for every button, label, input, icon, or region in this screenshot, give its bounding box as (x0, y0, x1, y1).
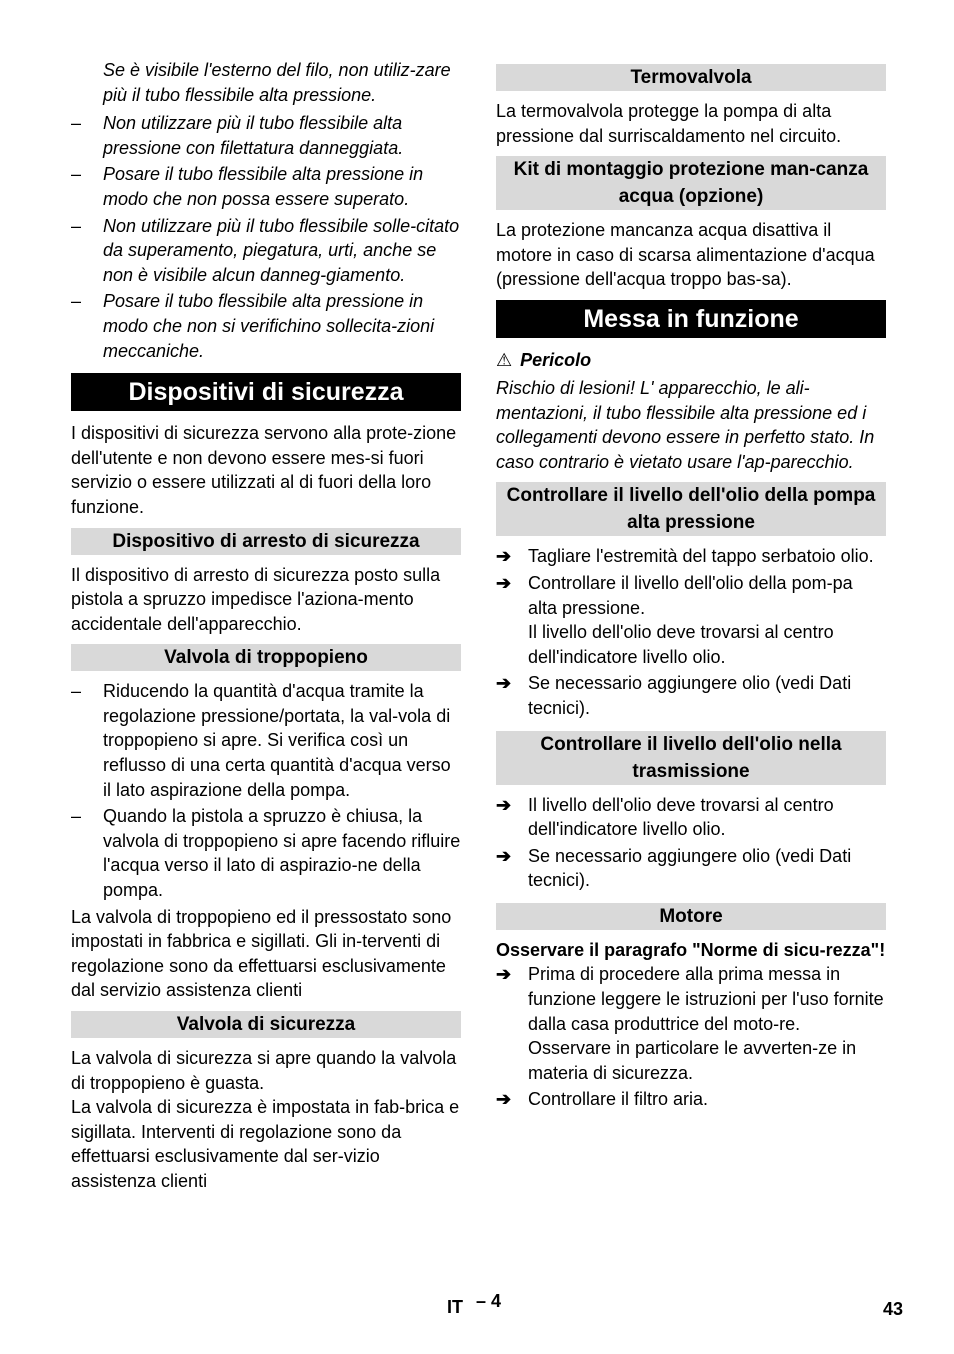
subheading-olio-trasmissione: Controllare il livello dell'olio nella trasmissione (496, 731, 886, 785)
arrow-icon: ➔ (496, 572, 512, 593)
arresto-paragraph: Il dispositivo di arresto di sicurezza posto sulla pistola a spruzzo impedisce l'aziona-mento accidentale dell'apparecchio. (71, 564, 441, 634)
arrow-icon: ➔ (496, 673, 512, 694)
arrow-icon: ➔ (496, 845, 512, 866)
warning-icon: ⚠ (496, 349, 513, 370)
warning-heading: ⚠ Pericolo (496, 349, 592, 370)
section-heading-dispositivi: Dispositivi di sicurezza (71, 373, 461, 411)
footer-language (447, 1291, 502, 1318)
step-item: ➔ Se necessario aggiungere olio (vedi Dati tecnici). (496, 845, 852, 891)
arrow-icon: ➔ (496, 1089, 512, 1110)
section-paragraph: I dispositivi di sicurezza servono alla prote-zione dell'utente e non devono essere mes-si fuori servizio o essere utilizzati al di fuori della loro funzione. (71, 423, 457, 517)
step-item: ➔ Tagliare l'estremità del tappo serbatoio olio. (496, 544, 886, 569)
subheading-kit: Kit di montaggio protezione man-canza acqua (opzione) (496, 156, 886, 210)
list-item: – Non utilizzare più il tubo flessibile alta pressione con filettatura danneggiata. (71, 113, 404, 158)
motore-bold-note: Osservare il paragrafo "Norme di sicu-rezza"! (496, 939, 886, 960)
arrow-icon: ➔ (496, 964, 512, 985)
list-item: – Posare il tubo flessibile alta pressione in modo che non si verifichino sollecita-zioni meccaniche. (71, 291, 435, 361)
subheading-motore: Motore (496, 903, 886, 930)
sicurezza-paragraph-2: La valvola di sicurezza è impostata in fab-brica e sigillata. Interventi di regolazione sono da effettuarsi esclusivamente dal ser-vizio assistenza clienti (71, 1097, 460, 1191)
step-item: ➔ Controllare il filtro aria. (496, 1087, 886, 1112)
footer-lang: IT (447, 1297, 463, 1317)
step-item: ➔ Il livello dell'olio deve trovarsi al centro dell'indicatore livello olio. (496, 794, 834, 840)
sicurezza-paragraph-1: La valvola di sicurezza si apre quando la valvola di troppopieno è guasta. (71, 1048, 457, 1093)
subheading-troppopieno: Valvola di troppopieno (71, 644, 461, 671)
kit-paragraph: La protezione mancanza acqua disattiva il motore in caso di scarsa alimentazione d'acqua (pressione dell'acqua troppo bas-sa). (496, 220, 875, 290)
termo-paragraph: La termovalvola protegge la pompa di alta pressione dal surriscaldamento nel circuito. (496, 101, 842, 146)
arrow-icon: ➔ (496, 546, 512, 567)
page-number: 43 (883, 1299, 904, 1319)
right-column (496, 64, 886, 1114)
left-column (71, 58, 461, 1194)
step-item: ➔ Prima di procedere alla prima messa in funzione leggere le istruzioni per l'uso fornite dalla casa produttrice del moto-re. Osservare in particolare le avverten-ze in materia di sicurezza. (496, 964, 884, 1083)
arrow-icon: ➔ (496, 794, 512, 815)
footer-subpage: – 4 (476, 1291, 502, 1311)
step-item: ➔ Se necessario aggiungere olio (vedi Dati tecnici). (496, 673, 852, 718)
intro-continuation: Se è visibile l'esterno del filo, non utiliz-zare più il tubo flessibile alta pressione. (103, 60, 451, 105)
list-item: – Posare il tubo flessibile alta pressione in modo che non possa essere superato. (71, 164, 424, 209)
warning-paragraph: Rischio di lesioni! L' apparecchio, le ali-mentazioni, il tubo flessibile alta pressione ed i collegamenti devono essere in perfetto stato. In caso contrario è vietato usare l'ap-parecchio. (496, 377, 875, 472)
list-item: – Non utilizzare più il tubo flessibile solle-citato da superamento, piegatura, urti, anche se non è visibile alcun danneg-giamento. (71, 215, 460, 285)
step-note: Il livello dell'olio deve trovarsi al centro dell'indicatore livello olio. (528, 622, 834, 667)
troppopieno-paragraph: La valvola di troppopieno ed il pressostato sono impostati in fabbrica e sigillati. Gli in-terventi di regolazione sono da effettuarsi esclusivamente dal servizio assistenza clienti (71, 906, 452, 1001)
section-heading-messa: Messa in funzione (496, 300, 886, 338)
list-item: – Riducendo la quantità d'acqua tramite la regolazione pressione/portata, la val-vola di troppopieno si apre. Si verifica così un reflusso di una certa quantità d'acqua verso il lato aspirazione della pompa. (71, 681, 451, 800)
list-item: – Quando la pistola a spruzzo è chiusa, la valvola di troppopieno si apre facendo rifluire l'acqua verso il lato di aspirazio-ne della pompa. (71, 806, 461, 901)
subheading-arresto: Dispositivo di arresto di sicurezza (71, 528, 461, 555)
subheading-sicurezza: Valvola di sicurezza (71, 1011, 461, 1038)
step-item: ➔ Controllare il livello dell'olio della pom-pa alta pressione. (496, 572, 853, 618)
subheading-olio-pompa: Controllare il livello dell'olio della pompa alta pressione (496, 482, 886, 536)
subheading-termovalvola: Termovalvola (496, 64, 886, 91)
